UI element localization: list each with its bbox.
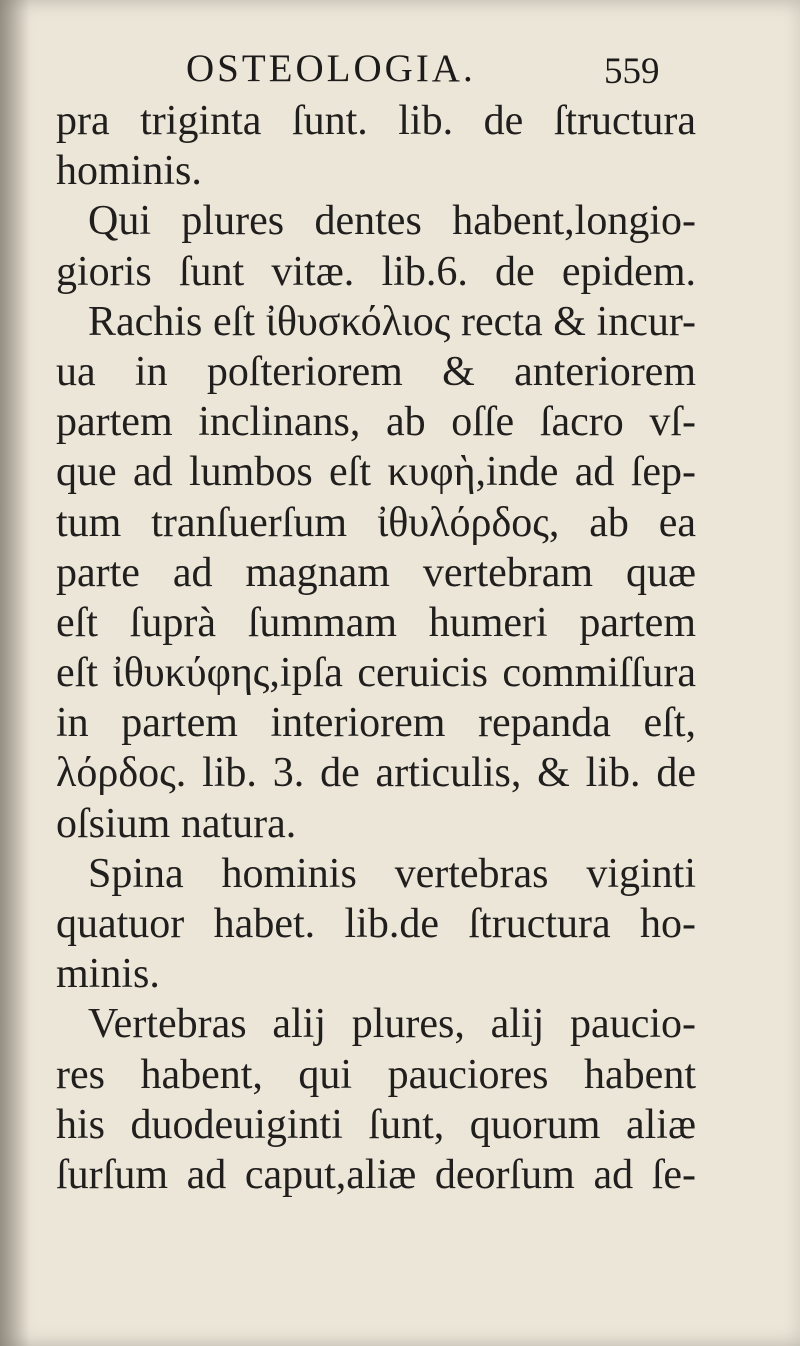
text-line: que ad lumbos eſt κυφὴ,inde ad ſep- xyxy=(56,449,696,496)
text-line: in partem interiorem repanda eſt, xyxy=(56,700,696,747)
text-line: tum tranſuerſum ἰθυλόρδος, ab ea xyxy=(56,499,696,546)
text-line: Spina hominis vertebras viginti xyxy=(88,850,696,897)
text-line: Vertebras alij plures, alij paucio- xyxy=(88,1001,696,1048)
page-gutter-shadow xyxy=(0,0,30,1346)
text-line: pra triginta ſunt. lib. de ſtructura xyxy=(56,98,696,144)
text-line: partem inclinans, ab oſſe ſacro vſ- xyxy=(56,399,696,446)
text-line: oſsium natura. xyxy=(56,800,297,847)
text-line: quatuor habet. lib.de ſtructura ho- xyxy=(56,901,696,947)
page-number: 559 xyxy=(604,51,660,92)
text-line: gioris ſunt vitæ. lib.6. de epidem. xyxy=(56,248,696,295)
text-line: res habent, qui pauciores habent xyxy=(56,1051,696,1098)
text-line: eſt ἰθυκύφης,ipſa ceruicis commiſſura xyxy=(56,650,696,697)
text-line: Rachis eſt ἰθυσκόλιος recta & incur- xyxy=(88,298,696,345)
text-line: ſurſum ad caput,aliæ deorſum ad ſe- xyxy=(56,1151,696,1198)
text-line: his duodeuiginti ſunt, quorum aliæ xyxy=(56,1101,696,1148)
body-text xyxy=(56,96,696,1200)
text-line: λόρδος. lib. 3. de articulis, & lib. de xyxy=(56,750,696,797)
text-line: Qui plures dentes habent,longio- xyxy=(88,198,696,245)
text-line: eſt ſuprà ſummam humeri partem xyxy=(56,599,696,646)
running-head: OSTEOLOGIA. xyxy=(186,47,476,90)
text-line: parte ad magnam vertebram quæ xyxy=(56,549,696,596)
page-header xyxy=(0,46,800,100)
text-line: ua in poſteriorem & anteriorem xyxy=(56,348,696,395)
text-line: hominis. xyxy=(56,148,202,195)
text-line: minis. xyxy=(56,951,160,998)
